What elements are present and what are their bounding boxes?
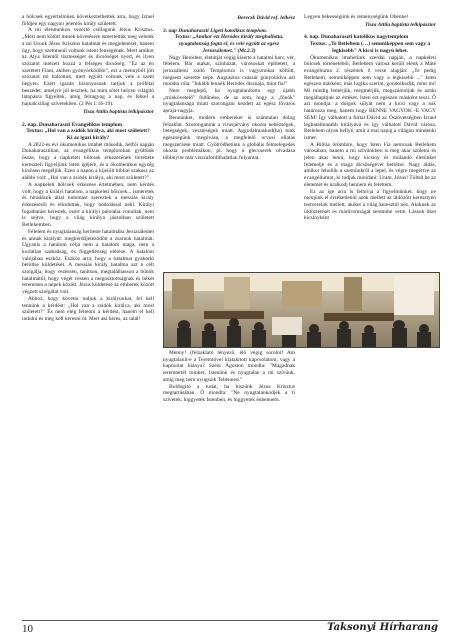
page-footer [22,620,438,635]
paragraph: Nagy Heródest, életútját végig kísérte a hatalmi harc, vér, félelem. Bár utakat, színházat, várososkat építtetett, a jeruzsálemi zsidó Templomra is vagyonokat költött, mégsem szerette népe. Augusztus császár gúnyolódva azt mondta róla: "Inkább lennék Heródes disznaja, mint fia!" [163,54,295,88]
textus: Textus: „Amikor ezt Heródes király meghallotta, nyugtalanság fogta el, és vele együtt az egész Jeruzsálemet." (Mt.2.3) [174,34,284,54]
page-number: 10 [22,623,33,635]
textus: Textus: „Te Betlehem (…) semmiképpen sem vagy a legkisebb" A kicsi is nagyú lehet. [309,41,431,54]
paragraph: Bennünket, modern embereket is számtalan dolog felzaklat. Szorongatunk a vírusjárvány okozta nehézségek, betegségek, veszteségek miatt. Aggodalmaskod(ha) tunk egészségünk megóvása, a megfelelő orvosi ellátás megszerzése miatt. Gyötrődhetünk a globális felmelegedés okozta problémákon, pl. hogy a gleccserek olvadása többnyire már visszafordíthatatlan folyamat. [163,114,295,162]
section-heading: 3. nap Dunaharaszti Ligeti katolikus templom. [163,27,268,34]
section-heading: 2. nap. Dunaharaszti Evangélikus templom [22,121,123,128]
textus: Textus: „Hol van a zsidók királya, aki most született? [26,128,150,135]
paragraph: a bölcsek egyértelműen következtethettek arra, hogy Izrael földjén egy nagyon jelentős király született. [22,14,154,27]
text-column-2 [163,14,295,279]
paragraph: Ökumenikus imahetünk szerdai napján, a napkeleti bölcsek történetéből, Betlehem városa került elénk a Máté evangéliuma 2. részének 6 verse alapján: „Te pedig Betlehem, semmiképpen sem vagy a legkisebb ..." Isten egészen másként, más logika szerint, gondolkodik, mint mi! Mi mindig lemérjük, megmérjük, megszámoljuk és aztán megállapítjuk az értéket. Isten ezt egészen másként teszi. Ő azt mondja: a dolgok súlyát nem a kicsi vagy a sok határozza meg, hanem hogy BENNE VAGYOK -E VAGY SEM! Így válhatott a furtal Dávid az Ószövetségben Izrael legbatalmasabb királyává és így válhatott Dávid városa, Betlehem olyan hellyé, amit a mai napig a világon mindenki ismer. [304,54,436,141]
text-column-2-continued [163,350,295,612]
paragraph: A mi életutunkon vezérlő csillagunk Jézus Krisztus. „Mert nem kötött mesék követésére ismertettük meg veletek a mi Urunk Jézus Krisztus hatalmát és megjelenését, hanem úgy, hogy szemtanúi voltunk isteni fenségének. Mert amikor az Atya Istentől tisztességet és dicsőséget nyert, és ilyen szózatot intézett hozzá a felséges dicsőség: "Ez az én szeretett Fiam, akiben gyönyörködöm", ezt a mennyből jött szózatot mi hallottuk, mert együtt voltunk vele a szent hegyen. Ezért igazán bizonyosnak tartjuk a prófétai beszédet, amelyre jól teszitek, ha mint sötét helyen világító lámpásra figyeltek, amíg felragyog a nap, és felkel a hajnalcsillag szívetekben. (2 Pét 1:16-19). [22,27,154,108]
paragraph: Ahhoz, hogy követni tudjuk a királyunkat, fel kell tennünk a kérdést: „Hol van a zsidók királya, aki most született?" És nem elég feltenni a kérdést, hanem el kell indulni és meg kell keresni őt. Mert aki keres, az talál! [22,295,154,322]
author-signature: Tisza Attila baptista lelkipásztor [82,108,154,115]
newspaper-logo: Taksonyi Hírharang [327,622,438,633]
text-column-3 [304,14,436,614]
paragraph: Menny! (felzaklató tényező, élő végig sorolni! Am nyugtalanít-e a Teremtővel kialakított kapcsolatom, vagy a kapcsolat hiánya? Szent Ágoston mondta: "Magadnak teremtettél minket, Istenünk és nyugtalan a mi szívünk, amíg meg nem nyugszik Tebenned." [163,350,295,383]
author-signature: Tisza Attila baptista lelkipásztor [364,21,436,28]
text-column-1 [22,14,154,614]
paragraph: A Biblia örömhíre, hogy Isten Fia nemcsak Betlehem városában, hanem a mi szívünkben is meg akar születni és jelen akar lenni, hogy kicsiny és múlandó életünket felemelje és a maga dicsőségével betöltse. Nagy áldás, amikor lehullik a szemünkről a lepel, és végre megértve az evangéliumot, ki tudjuk mondani: Uram, Jézus! Töltsd be az életemet és uralkodj bennem és felettem. [304,141,436,188]
subheading: Ki az igazi király? [66,134,110,141]
section-heading: 4. nap. Dunaharaszti katolikus nagytemplom [304,34,409,41]
paragraph: Félelem és nyugtalanság kerítette hatalmába Jeruzsálemet és annak királyát: megkérdőjeleződött a zsarnok hatalmát. Ugyanis a hatalom célja nem a hatalom maga, nem a korlátlan szabadság, és függetlenség elérése. A hatalom valójában eszköz. Eszköz arra, hogy a hatalmat gyakorló betöltse küldetését. A messiás király hatalma azt a célt szolgálja, hogy vezessen, tanítson, megtalálhasson a bűnök hatalmától, hogy végét vessen a megosztottságnak és békét teremtsen a népek között. Jézus küldetése az emberek között végzett szolgálat volt. [22,228,154,296]
paragraph: A 2022-es évi ökumenikus imahét második, hétfői napján Dunaharasztiban, az evangélikus templomban gyűltünk össze, hogy a napkeleti bölcsek érkezésének története kereszteli figyeljünk Isten igéjére, és a ökumenikus egység közösen megéljük. Ezen a napon a kijelölt bibliai szakasz az alábbi volt: „Hol van a zsidók királya, aki most született?" [22,141,154,182]
paragraph: Boldogító a tudat, ha hiszünk Jézus Krisztus megtartásában. Ő mondta: "Ne nyugtalankodjék a ti szívetek: higgyetek Istenben, és higgyetek énbennem. [163,383,295,403]
author-signature: Bereczk Dávid ref. lelkész [237,15,295,21]
paragraph: A napkeleti bölcsek érkezése értelmében, nem kérdés volt, hogy a királyi hatalom, a napkeleti bölcsek... ismeretek és híradások által tudomást szereztek a messiás király érkezéséről és elindultak, hogy hódolással neki. Királyi fogadtatást kerestek, ezért a királyi palotába vonultak, nem is sejtve, hogy a világ királya jászolban született Betlehemben. [22,181,154,229]
paragraph: Legyen békességünk és reménységünk Öbenne! [304,14,409,20]
paragraph: Ez az ige arra is felhívja a figyelmünket, hogy ne menjünk el érzéketlenül azok mellett az üldözött keresztyén testvéreink mellett, akiket a világ keresztül néz. Akiknek az üldöztetését és mártíromságát semmibe vette. Lássuk őket kicsinyként [304,188,436,222]
paragraph: Nem meglepő, ha nyugtalanította egy újabb „trónkövetelő" feltűnése, de az sem, hogy a „főnök" nyugtalansága miatt szorongani kezdett az egész főváros apraja-nagyja. [163,88,295,115]
